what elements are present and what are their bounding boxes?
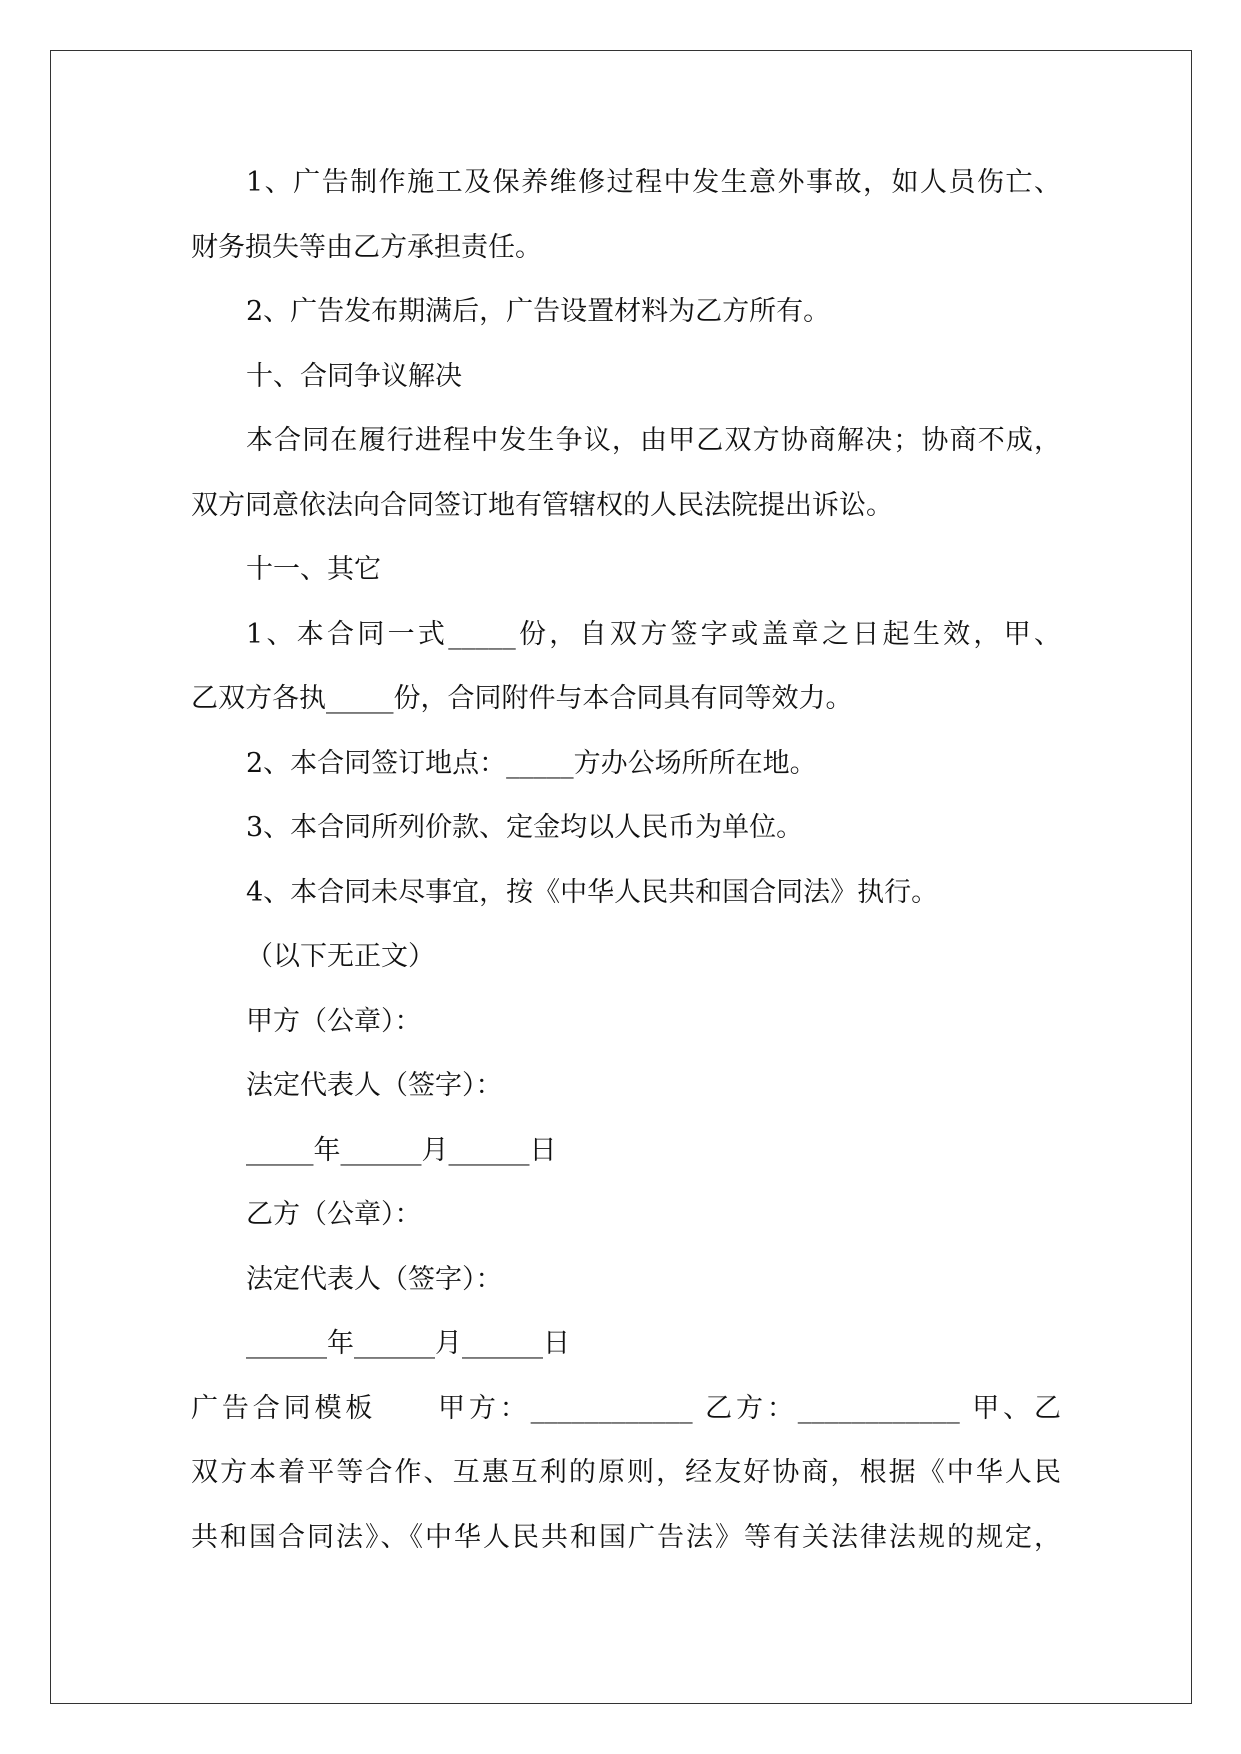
template-intro-line-2: 共和国合同法》、《中华人民共和国广告法》等有关法律法规的规定， (191, 1521, 1061, 1553)
no-text-below-note: （以下无正文） (246, 941, 435, 972)
template-intro-line-1: 双方本着平等合作、互惠互利的原则，经友好协商，根据《中华人民 (191, 1457, 1061, 1488)
party-b-seal: 乙方（公章）： (246, 1199, 422, 1230)
party-b-date: ______年______月______日 (246, 1328, 570, 1359)
other-2: 2、本合同签订地点：_____方办公场所所在地。 (246, 747, 817, 779)
section-heading-dispute: 十、合同争议解决 (246, 360, 462, 392)
party-a-date: _____年______月______日 (246, 1134, 557, 1166)
dispute-line-1: 本合同在履行进程中发生争议，由甲乙双方协商解决；协商不成， (246, 425, 1061, 456)
document-body (191, 151, 1061, 1570)
party-b-representative: 法定代表人（签字）： (246, 1263, 503, 1295)
template-title-line: 广告合同模板 甲方：____________ 乙方：____________ 甲、乙 (191, 1392, 1061, 1424)
other-1-line-1: 1、本合同一式_____份，自双方签字或盖章之日起生效，甲、 (246, 618, 1061, 650)
clause-10-1-line-1: 1、广告制作施工及保养维修过程中发生意外事故，如人员伤亡、 (246, 167, 1061, 198)
party-a-seal: 甲方（公章）： (246, 1005, 422, 1037)
clause-10-2: 2、广告发布期满后，广告设置材料为乙方所有。 (246, 296, 831, 327)
clause-10-1-line-2: 财务损失等由乙方承担责任。 (191, 231, 542, 263)
dispute-line-2: 双方同意依法向合同签订地有管辖权的人民法院提出诉讼。 (191, 489, 893, 521)
other-4: 4、本合同未尽事宜，按《中华人民共和国合同法》执行。 (246, 876, 939, 908)
other-1-line-2: 乙双方各执_____份，合同附件与本合同具有同等效力。 (191, 683, 853, 714)
party-a-representative: 法定代表人（签字）： (246, 1070, 503, 1101)
section-heading-other: 十一、其它 (246, 554, 381, 585)
other-3: 3、本合同所列价款、定金均以人民币为单位。 (246, 812, 804, 843)
